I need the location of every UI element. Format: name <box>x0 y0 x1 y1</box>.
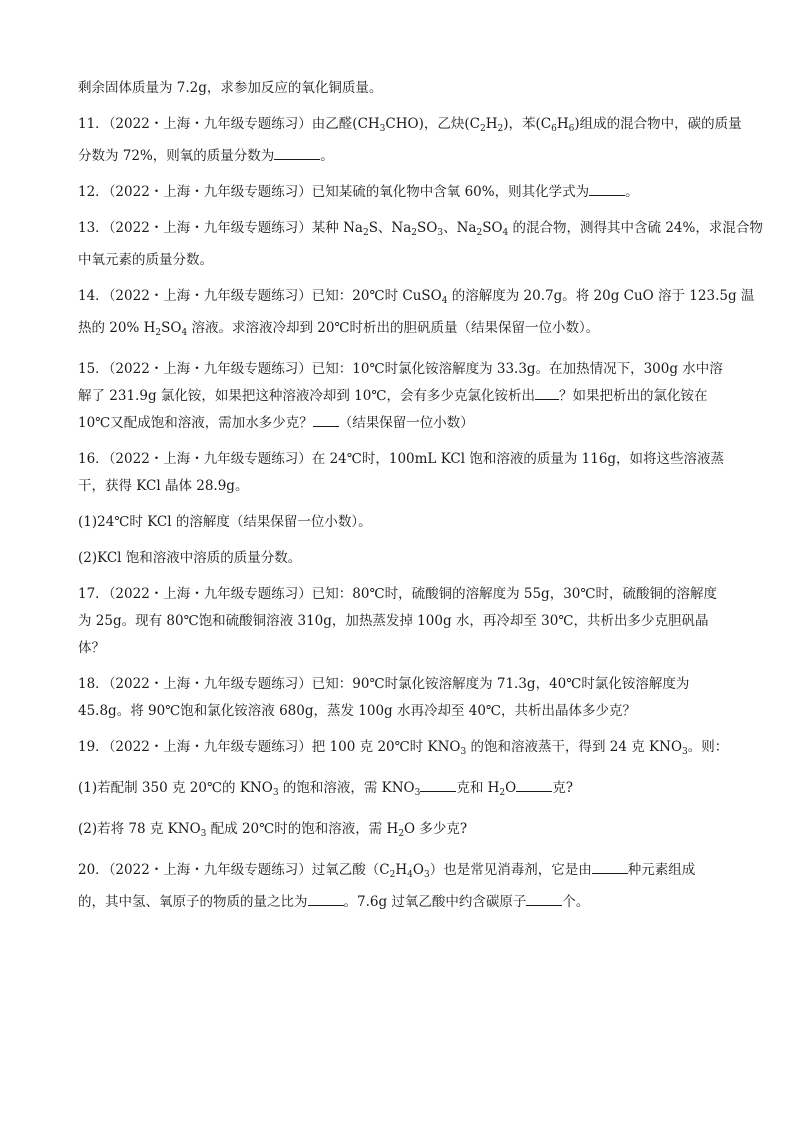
question-number: 16． <box>78 451 109 467</box>
answer-blank[interactable] <box>313 411 339 427</box>
question-19: 19．（2022・上海・九年级专题练习）把 100 克 20℃时 $KNO_3$ 的饱和溶液蒸干，得到 24 克 $KNO_3$。则： <box>78 739 729 757</box>
question-source: （2022・上海・九年级专题练习） <box>108 586 312 602</box>
question-source: （2022・上海・九年级专题练习） <box>108 451 312 467</box>
question-14: 14．（2022・上海・九年级专题练习）已知：20℃时 CuSO$_4$ 的溶解度为 20.7g。将 20g CuO 溶于 123.5g 温 热的 20% $H_2SO_4$ 溶液。求溶液冷却到 20℃时析出的胆矾质量（结果保留一位小数）。 <box>78 288 755 338</box>
question-20: 20．（2022・上海・九年级专题练习）过氧乙酸$(C_2H_4O_3)$也是常见消毒剂，它是由 种元素组成 的，其中氢、氧原子的物质的量之比为 。7.6g 过氧乙酸中约含碳原子 个。 <box>78 857 716 916</box>
question-10-tail <box>78 75 716 102</box>
question-13: 13．（2022・上海・九年级专题练习）某种 $Na_2S$、$Na_2SO_3$、$Na_2SO_4$ 的混合物，测得其中含硫 24%，求混合物 中氧元素的质量分数。 <box>78 220 763 268</box>
question-source: （2022・上海・九年级专题练习） <box>108 361 312 377</box>
question-number: 14． <box>78 288 109 304</box>
question-18: 18．（2022・上海・九年级专题练习）已知：90℃时氯化铵溶解度为 71.3g，40℃时氯化铵溶解度为 45.8g。将 90℃饱和氯化铵溶液 680g，蒸发 100g 水再冷却至 40℃，共析出晶体多少克？ <box>78 676 690 719</box>
answer-blank[interactable] <box>420 776 456 792</box>
question-number: 15． <box>78 361 109 377</box>
question-source: （2022・上海・九年级专题练习） <box>108 184 312 200</box>
question-11: 11．（2022・上海・九年级专题练习）由乙醛$(CH_3CHO)$，乙炔$(C_2H_2)$，苯$(C_6H_6)$组成的混合物中，碳的质量 分数为 72%，则氧的质量分数为 。 <box>78 116 742 164</box>
question-19-part-1: (1)若配制 350 克 20℃的 $KNO_3$ 的饱和溶液，需 $KNO_3$ 克和 $H_2O$ 克? <box>78 775 716 807</box>
question-15: 15．（2022・上海・九年级专题练习）已知：10℃时氯化铵溶解度为 33.3g。在加热情况下，300g 水中溶 解了 231.9g 氯化铵，如果把这种溶液冷却到 10℃，会有多少克氯化铵析出 ？如果把析出的氯化铵在 10℃又配成饱和溶液，需加水多少克？ （结果保留一位小数） <box>78 361 723 431</box>
question-number: 13． <box>78 220 109 236</box>
question-number: 17． <box>78 586 109 602</box>
question-16-part-1: (1)24℃时 KCl 的溶解度（结果保留一位小数）。 <box>78 514 372 530</box>
answer-blank[interactable] <box>589 180 625 196</box>
question-number: 18． <box>78 676 109 692</box>
question-source: （2022・上海・九年级专题练习） <box>108 676 312 692</box>
question-16-part-2: (2)KCl 饱和溶液中溶质的质量分数。 <box>78 550 302 566</box>
question-number: 11． <box>78 116 109 132</box>
question-source: （2022・上海・九年级专题练习） <box>108 739 312 755</box>
answer-blank[interactable] <box>516 776 552 792</box>
answer-blank[interactable] <box>308 890 344 906</box>
answer-blank[interactable] <box>535 384 559 400</box>
question-source: （2022・上海・九年级专题练习） <box>108 220 312 236</box>
question-source: （2022・上海・九年级专题练习） <box>108 116 312 132</box>
question-12: 12．（2022・上海・九年级专题练习）已知某硫的氧化物中含氧 60%，则其化学式为 。 <box>78 179 716 206</box>
question-10-tail-text: 剩余固体质量为 7.2g，求参加反应的氧化铜质量。 <box>78 80 383 96</box>
answer-blank[interactable] <box>592 858 628 874</box>
question-number: 20． <box>78 862 109 878</box>
question-16: 16．（2022・上海・九年级专题练习）在 24℃时，100mL KCl 饱和溶液的质量为 116g，如将这些溶液蒸 干，获得 KCl 晶体 28.9g。 <box>78 451 725 494</box>
answer-blank[interactable] <box>274 144 320 160</box>
question-source: （2022・上海・九年级专题练习） <box>108 288 312 304</box>
question-source: （2022・上海・九年级专题练习） <box>108 862 312 878</box>
answer-blank[interactable] <box>526 890 562 906</box>
question-number: 12． <box>78 184 109 200</box>
question-number: 19． <box>78 739 109 755</box>
question-19-part-2: (2)若将 78 克 $KNO_3$ 配成 20℃时的饱和溶液，需 $H_2O$ 多少克? <box>78 821 468 839</box>
question-17: 17．（2022・上海・九年级专题练习）已知：80℃时，硫酸铜的溶解度为 55g，30℃时，硫酸铜的溶解度 为 25g。现有 80℃饱和硫酸铜溶液 310g，加热蒸发掉 100g 水，再冷却至 30℃，共析出多少克胆矾晶 体？ <box>78 586 717 656</box>
